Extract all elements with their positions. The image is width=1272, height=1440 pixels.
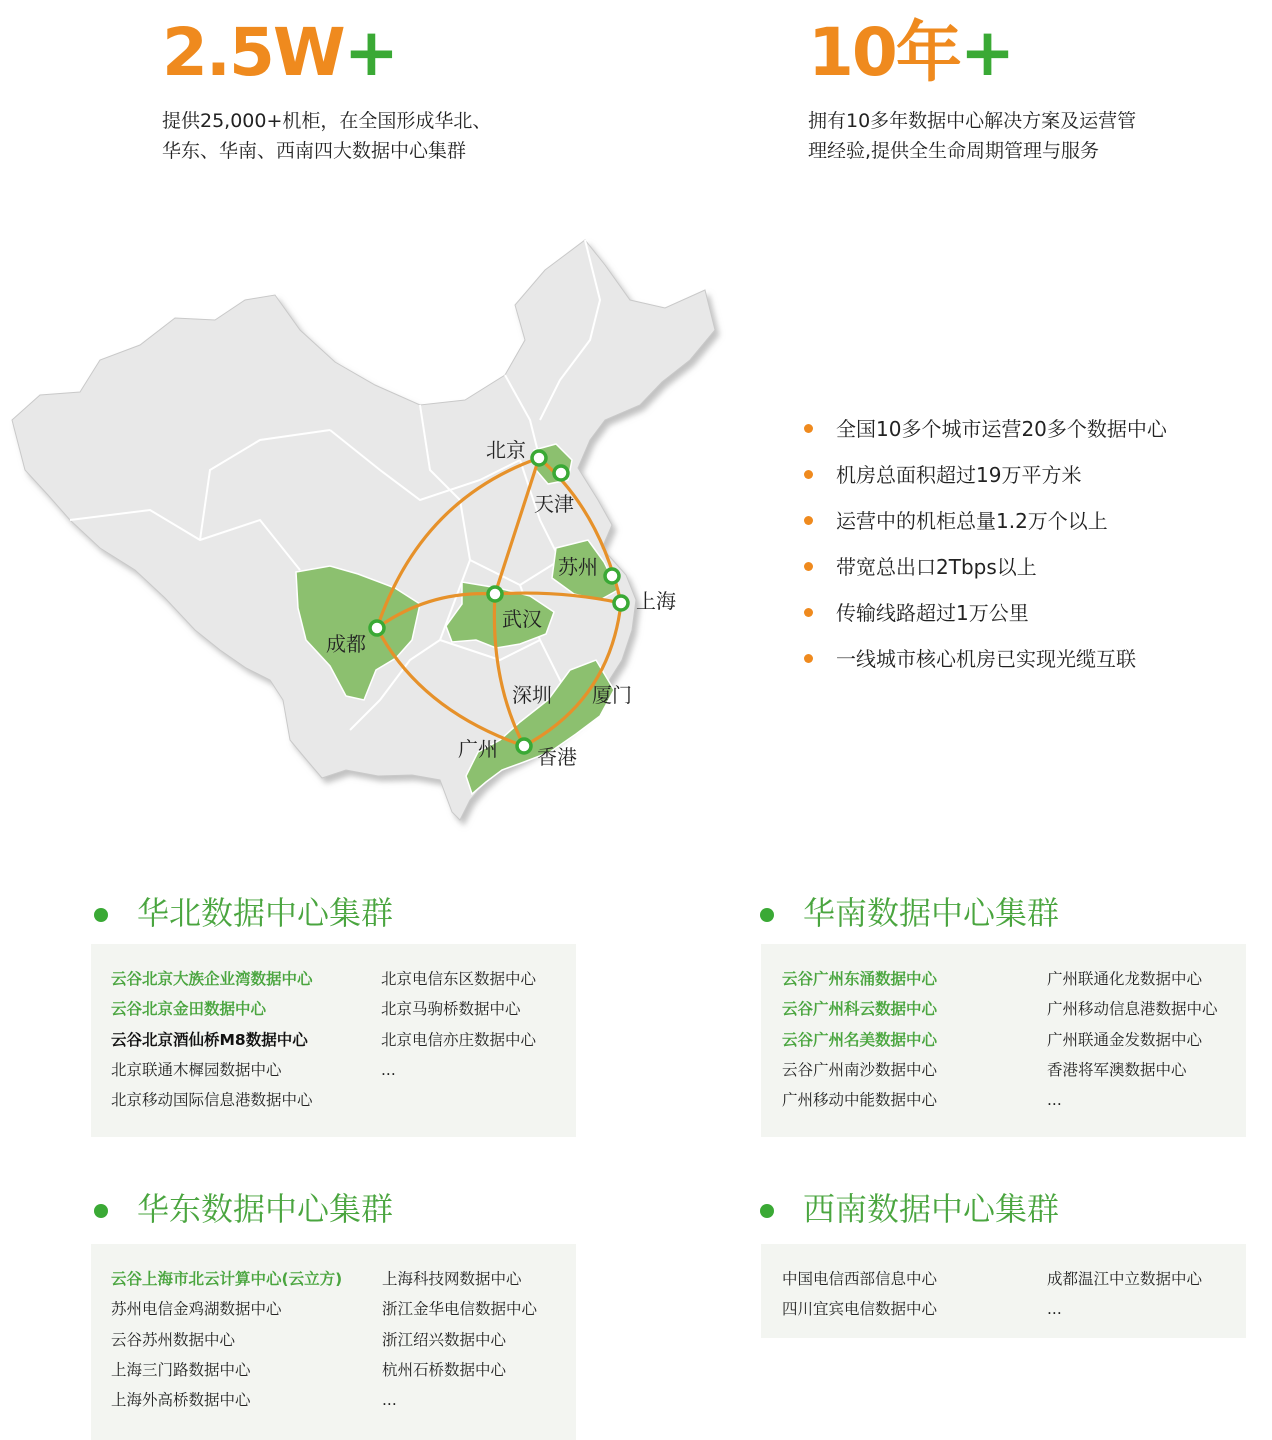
- green-dot: [94, 1204, 108, 1218]
- datacenter-item: 广州移动中能数据中心: [782, 1091, 938, 1110]
- datacenter-item: ...: [382, 1391, 397, 1410]
- datacenter-item: 云谷广州名美数据中心: [782, 1030, 938, 1049]
- cluster-title-text: 西南数据中心集群: [803, 1190, 1060, 1228]
- datacenter-item: 杭州石桥数据中心: [382, 1360, 507, 1379]
- node-wuhan: [488, 587, 502, 601]
- city-label: 天津: [534, 492, 574, 516]
- bullet-dot: [804, 516, 813, 525]
- highlight-text: 全国10多个城市运营20多个数据中心: [836, 417, 1167, 441]
- stat-years-desc: [808, 106, 1208, 166]
- stat-plus: +: [343, 14, 398, 91]
- highlight-item: [804, 458, 1167, 504]
- city-label: 武汉: [502, 607, 542, 631]
- datacenter-item: 浙江金华电信数据中心: [382, 1300, 538, 1319]
- stat-number: 2.5W: [162, 14, 344, 91]
- cluster-list-right: [1047, 1264, 1202, 1325]
- cluster-title-south: [803, 893, 1059, 933]
- datacenter-item: 上海外高桥数据中心: [111, 1391, 251, 1410]
- cluster-box-south: [761, 944, 1246, 1137]
- datacenter-item: 广州移动信息港数据中心: [1047, 1000, 1218, 1019]
- green-dot: [94, 908, 108, 922]
- cluster-list-left: [111, 1264, 342, 1415]
- city-label: 广州: [458, 737, 498, 761]
- cluster-box-north: [91, 944, 576, 1137]
- china-map: [0, 220, 740, 840]
- bullet-dot: [804, 562, 813, 571]
- stat-years-value: [808, 14, 1208, 91]
- desc-line: 拥有10多年数据中心解决方案及运营管: [808, 110, 1137, 132]
- datacenter-item: 苏州电信金鸡湖数据中心: [111, 1300, 282, 1319]
- highlights-list: [804, 412, 1167, 688]
- stat-cabinets-desc: [162, 106, 562, 166]
- datacenter-item: 北京联通木樨园数据中心: [111, 1060, 282, 1079]
- highlight-item: [804, 596, 1167, 642]
- highlight-item: [804, 642, 1167, 688]
- datacenter-item: 上海科技网数据中心: [382, 1270, 522, 1288]
- datacenter-item: 北京电信亦庄数据中心: [381, 1030, 537, 1049]
- stat-cabinets: [162, 14, 562, 166]
- datacenter-item: 云谷上海市北云计算中心(云立方): [111, 1270, 343, 1288]
- datacenter-item: 中国电信西部信息中心: [782, 1270, 938, 1288]
- desc-line: 理经验,提供全生命周期管理与服务: [808, 140, 1100, 162]
- green-dot: [760, 908, 774, 922]
- cluster-box-southwest: [761, 1244, 1246, 1338]
- stat-number: 10年: [808, 14, 960, 91]
- city-label: 深圳: [512, 683, 552, 707]
- bullet-dot: [804, 470, 813, 479]
- cluster-list-right: [1047, 964, 1218, 1115]
- node-shanghai: [614, 596, 628, 610]
- datacenter-item: ...: [381, 1060, 396, 1079]
- cluster-list-right: [382, 1264, 537, 1415]
- cluster-list-left: [782, 1264, 937, 1325]
- green-dot: [760, 1204, 774, 1218]
- node-chengdu: [370, 621, 384, 635]
- city-label: 香港: [537, 745, 577, 769]
- datacenter-item: 上海三门路数据中心: [111, 1360, 251, 1379]
- datacenter-item: 云谷北京金田数据中心: [111, 1000, 267, 1019]
- node-tianjin: [554, 466, 568, 480]
- datacenter-item: 广州联通化龙数据中心: [1047, 970, 1203, 988]
- datacenter-item: 北京移动国际信息港数据中心: [111, 1091, 313, 1110]
- cluster-title-southwest: [803, 1189, 1059, 1229]
- cluster-title-text: 华南数据中心集群: [803, 894, 1060, 932]
- datacenter-item: ...: [1047, 1091, 1062, 1110]
- datacenter-item: 浙江绍兴数据中心: [382, 1330, 507, 1349]
- city-label: 上海: [636, 589, 676, 613]
- datacenter-item: 云谷广州东涌数据中心: [782, 970, 938, 988]
- datacenter-item: 成都温江中立数据中心: [1047, 1270, 1203, 1288]
- bullet-dot: [804, 608, 813, 617]
- datacenter-item: 云谷苏州数据中心: [111, 1330, 236, 1349]
- datacenter-item: 香港将军澳数据中心: [1047, 1060, 1187, 1079]
- highlight-text: 一线城市核心机房已实现光缆互联: [836, 647, 1136, 671]
- highlight-item: [804, 504, 1167, 550]
- datacenter-item: ...: [1047, 1300, 1062, 1319]
- cluster-list-left: [782, 964, 937, 1115]
- cluster-list-left: [111, 964, 313, 1115]
- datacenter-item: 四川宜宾电信数据中心: [782, 1300, 938, 1319]
- highlight-text: 运营中的机柜总量1.2万个以上: [836, 509, 1108, 533]
- highlight-item: [804, 412, 1167, 458]
- cluster-box-east: [91, 1244, 576, 1440]
- node-guangzhou-hk: [517, 739, 531, 753]
- desc-line: 华东、华南、西南四大数据中心集群: [162, 140, 467, 162]
- stat-plus: +: [959, 14, 1014, 91]
- city-label: 厦门: [592, 683, 632, 707]
- stat-cabinets-value: [162, 14, 562, 91]
- bullet-dot: [804, 654, 813, 663]
- highlight-text: 传输线路超过1万公里: [836, 601, 1029, 625]
- cluster-title-east: [137, 1189, 393, 1229]
- datacenter-item: 北京电信东区数据中心: [381, 970, 537, 988]
- desc-line: 提供25,000+机柜，在全国形成华北、: [162, 110, 492, 132]
- datacenter-item: 北京马驹桥数据中心: [381, 1000, 521, 1019]
- highlight-text: 带宽总出口2Tbps以上: [836, 555, 1037, 579]
- cluster-title-text: 华北数据中心集群: [137, 894, 394, 932]
- cluster-title-north: [137, 893, 393, 933]
- bullet-dot: [804, 424, 813, 433]
- highlight-item: [804, 550, 1167, 596]
- node-beijing: [532, 451, 546, 465]
- highlight-text: 机房总面积超过19万平方米: [836, 463, 1082, 487]
- city-label: 北京: [486, 438, 526, 462]
- city-label: 成都: [326, 632, 366, 656]
- datacenter-item: 广州联通金发数据中心: [1047, 1030, 1203, 1049]
- china-outline: [12, 240, 715, 820]
- datacenter-item: 云谷北京大族企业湾数据中心: [111, 970, 313, 988]
- datacenter-item: 云谷北京酒仙桥M8数据中心: [111, 1030, 308, 1049]
- datacenter-item: 云谷广州科云数据中心: [782, 1000, 938, 1019]
- cluster-list-right: [381, 964, 536, 1085]
- stat-years: [808, 14, 1208, 166]
- cluster-title-text: 华东数据中心集群: [137, 1190, 394, 1228]
- city-label: 苏州: [558, 555, 598, 579]
- datacenter-item: 云谷广州南沙数据中心: [782, 1060, 938, 1079]
- node-suzhou: [605, 569, 619, 583]
